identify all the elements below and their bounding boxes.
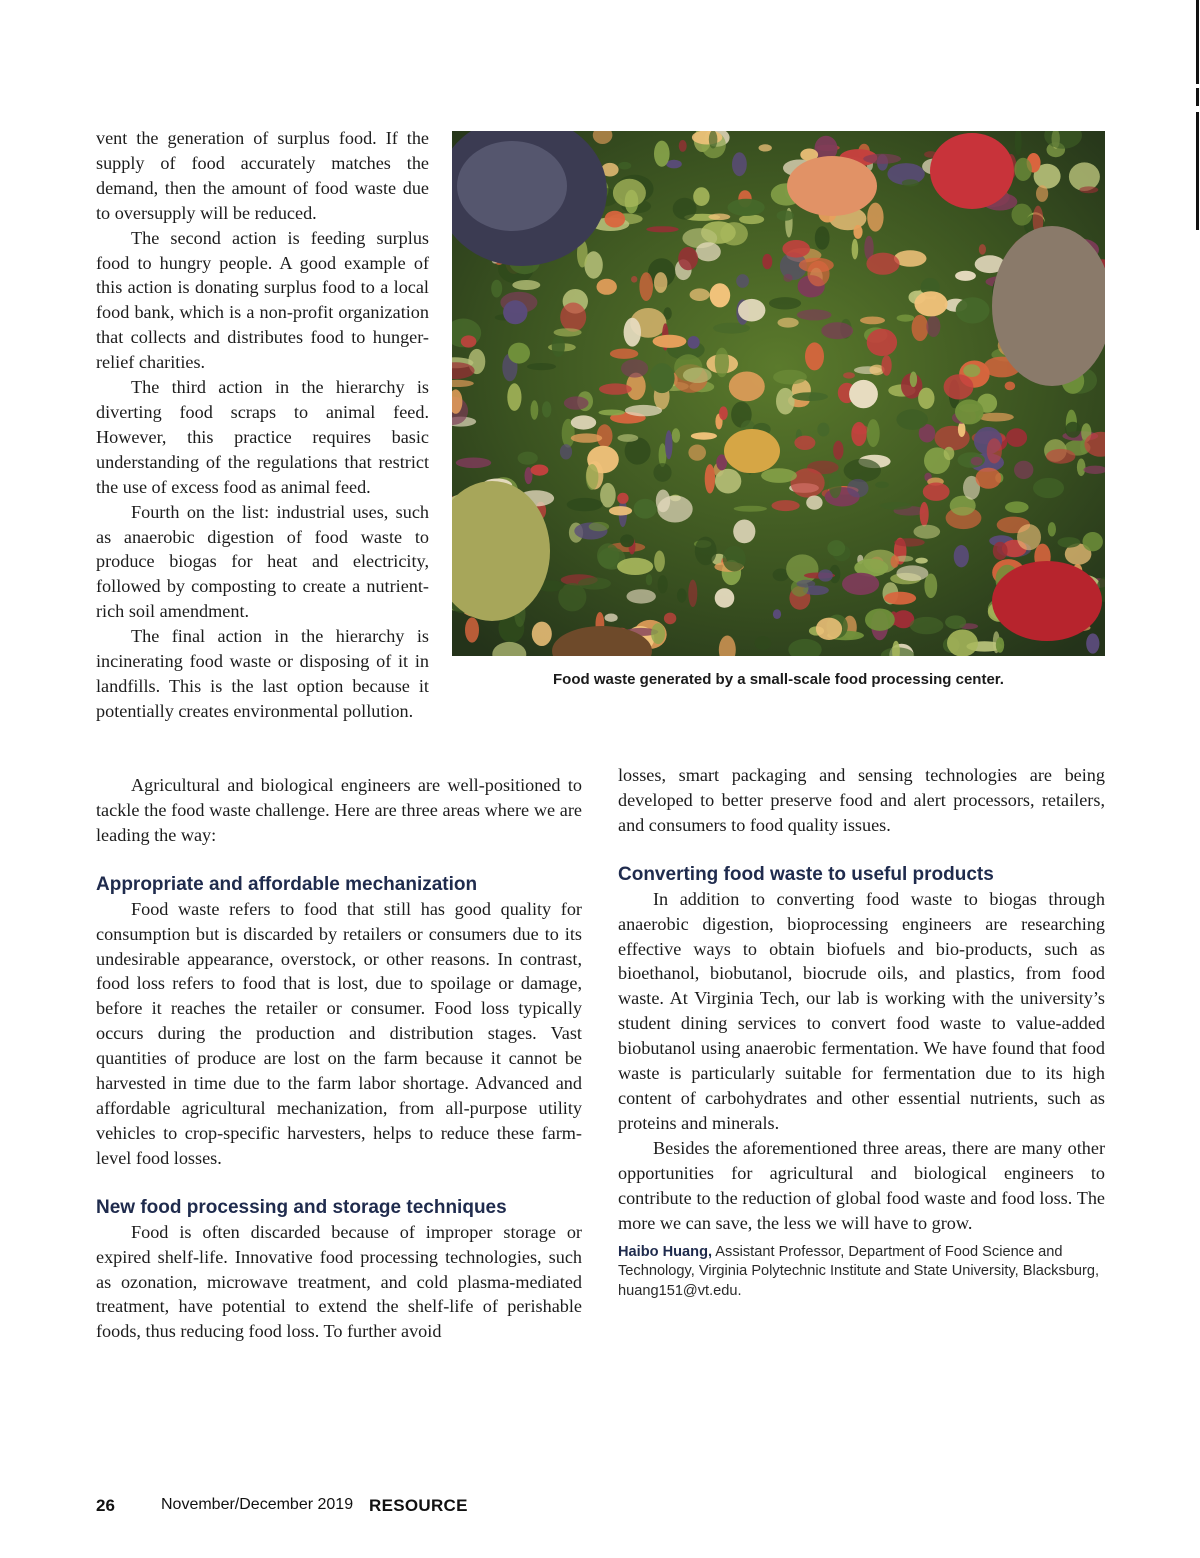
paragraph: Food waste refers to food that still has good quality for consumption but is discarded by retailers or consumers due to its undesirable appearance, overstock, or other reasons. In contrast, food loss refers to food that is lost, due to spoilage or damage, before it reaches the retailer or consumer. Food loss typically occurs during the production and distribution stages. Vast quantities of produce are lost on the farm because it cannot be harvested in time due to the farm labor shortage. Advanced and affordable agricultural mechanization, from all-purpose utility vehicles to crop-specific harvesters, helps to reduce these farm-level food losses. xyxy=(96,898,582,1168)
paragraph: The final action in the hierarchy is incinerating food waste or disposing of it in landfills. This is the last option because it potentially creates environmental pollution. xyxy=(96,626,429,721)
page-edge-mark xyxy=(1196,112,1199,230)
author-details: Assistant Professor, Department of Food Science and Technology, Virginia Polytechnic Institute and State University, Blacksburg, huang151@vt.edu. xyxy=(618,1244,1100,1299)
section-heading: New food processing and storage techniques xyxy=(96,1196,507,1218)
paragraph: vent the generation of surplus food. If the supply of food accurately matches the demand, then the amount of food waste due to oversupply will be reduced. xyxy=(96,128,429,223)
photo-caption: Food waste generated by a small-scale food processing center. xyxy=(553,671,1004,688)
paragraph: Agricultural and biological engineers are well-positioned to tackle the food waste challenge. Here are three areas where we are leading the way: xyxy=(96,775,582,845)
page-edge-mark xyxy=(1196,88,1199,106)
left-column xyxy=(96,773,582,1344)
page-edge-mark xyxy=(1196,0,1199,84)
paragraph: In addition to converting food waste to biogas through anaerobic digestion, bioprocessing engineers are researching effective ways to obtain biofuels and bio-products, such as bioethanol, biobutanol, biocrude oils, and plastics, from food waste. At Virginia Tech, our lab is working with the university’s student dining services to convert food waste to value-added biobutanol using anaerobic fermentation. We have found that food waste is particularly suitable for fermentation due to its high content of carbohydrates and other essential nutrients, such as proteins and minerals. xyxy=(618,888,1105,1133)
section-heading: Appropriate and affordable mechanization xyxy=(96,873,478,895)
paragraph: The second action is feeding surplus food to hungry people. A good example of this action is donating surplus food to a local food bank, which is a non-profit organization that collects and distributes food to hunger-relief charities. xyxy=(96,227,429,373)
food-waste-photo xyxy=(452,131,1105,656)
issue-date: November/December 2019 xyxy=(161,1496,354,1513)
magazine-name: RESOURCE xyxy=(369,1496,468,1515)
author-name: Haibo Huang, xyxy=(618,1244,713,1260)
right-column xyxy=(618,763,1105,1235)
paragraph: The third action in the hierarchy is diverting food scraps to animal feed. However, this practice requires basic understanding of the regulations that restrict the use of excess food as animal feed. xyxy=(96,377,429,497)
author-byline xyxy=(618,1243,1105,1301)
top-narrow-column xyxy=(96,126,429,724)
paragraph: Food is often discarded because of improper storage or expired shelf-life. Innovative food processing technologies, such as ozonation, microwave treatment, and cold plasma-mediated treatment, have potential to extend the shelf-life of perishable foods, thus reducing food loss. To further avoid xyxy=(96,1221,582,1342)
paragraph: Besides the aforementioned three areas, there are many other opportunities for agricultural and biological engineers to contribute to the reduction of global food waste and food loss. The more we can save, the less we will have to grow. xyxy=(618,1137,1105,1233)
paragraph: Fourth on the list: industrial uses, such as anaerobic digestion of food waste to produce biogas for heat and electricity, followed by composting to create a nutrient-rich soil amendment. xyxy=(96,501,429,622)
paragraph: losses, smart packaging and sensing technologies are being developed to better preserve food and alert processors, retailers, and consumers to food quality issues. xyxy=(618,765,1105,835)
page-number: 26 xyxy=(96,1496,115,1515)
section-heading: Converting food waste to useful products xyxy=(618,863,994,885)
